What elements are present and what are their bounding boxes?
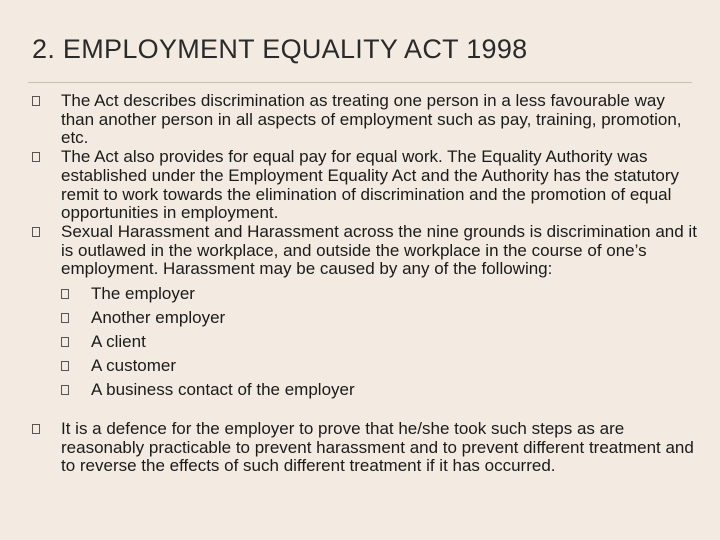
sub-bullet-text: The employer	[91, 284, 195, 304]
sub-bullet-item	[61, 378, 700, 402]
sub-bullet-list	[61, 282, 700, 402]
sub-bullet-text: A customer	[91, 356, 177, 376]
square-bullet-icon	[32, 227, 40, 237]
square-bullet-icon	[32, 96, 40, 106]
title-divider	[28, 82, 692, 83]
sub-bullet-text: A business contact of the employer	[91, 380, 355, 400]
bullet-list	[32, 92, 700, 476]
sub-bullet-item	[61, 282, 700, 306]
square-bullet-icon	[61, 289, 69, 299]
bullet-item	[32, 223, 700, 402]
sub-bullet-text: A client	[91, 332, 146, 352]
square-bullet-icon	[61, 385, 69, 395]
bullet-item	[32, 420, 700, 476]
bullet-item	[32, 148, 700, 223]
bullet-text: Sexual Harassment and Harassment across the nine grounds is discrimination and it is outlawed in the workplace, and outside the workplace in the course of one’s employment. Harassment may be caused by any of the following:	[61, 221, 697, 279]
bullet-item	[32, 92, 700, 148]
sub-bullet-item	[61, 330, 700, 354]
bullet-text: The Act also provides for equal pay for equal work. The Equality Authority was established under the Employment Equality Act and the Authority has the statutory remit to work towards the elimination of discrimination and the promotion of equal opportunities in employment.	[61, 147, 680, 223]
sub-bullet-item	[61, 306, 700, 330]
square-bullet-icon	[61, 361, 69, 371]
slide-title: 2. EMPLOYMENT EQUALITY ACT 1998	[32, 34, 528, 64]
square-bullet-icon	[32, 152, 40, 162]
square-bullet-icon	[61, 313, 69, 323]
bullet-text: It is a defence for the employer to prove that he/she took such steps as are reasonably practicable to prevent harassment and to prevent different treatment and to reverse the effects of such different treatment if it has occurred.	[61, 419, 694, 476]
sub-bullet-item	[61, 354, 700, 378]
sub-bullet-text: Another employer	[91, 308, 226, 328]
square-bullet-icon	[61, 337, 69, 347]
square-bullet-icon	[32, 424, 40, 434]
bullet-text: The Act describes discrimination as treating one person in a less favourable way than another person in all aspects of employment such as pay, training, promotion, etc.	[61, 91, 682, 148]
